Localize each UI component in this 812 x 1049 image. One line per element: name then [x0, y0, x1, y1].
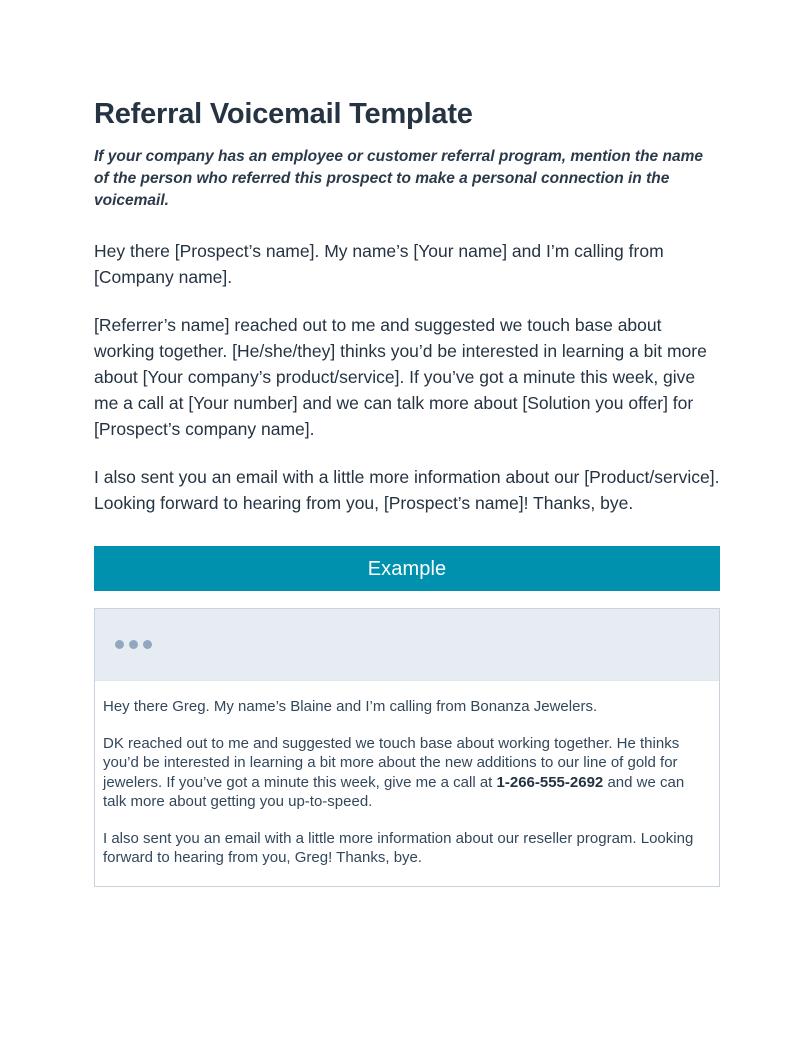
- example-card: [94, 608, 720, 887]
- example-card-body: [95, 681, 719, 886]
- window-dot-icon: [143, 640, 152, 649]
- window-dot-icon: [115, 640, 124, 649]
- template-instructions: If your company has an employee or customer referral program, mention the name of the person who referred this prospect to make a personal connection in the voicemail.: [94, 148, 703, 209]
- example-banner: [94, 546, 720, 591]
- script-paragraph-3: I also sent you an email with a little more information about our [Product/service]. Looking forward to hearing from you, [Prospect’s name]! Thanks, bye.: [94, 467, 720, 513]
- example-paragraph-3: I also sent you an email with a little more information about our reseller program. Looking forward to hearing from you, Greg! Thanks, bye.: [103, 829, 694, 866]
- window-dot-icon: [129, 640, 138, 649]
- window-dots-icon: [115, 640, 152, 649]
- example-paragraph-2-text-before: DK reached out to me and suggested we touch base about working together. He thinks you’d be interested in learning a bit more about the new additions to our line of gold for jewelers. If you’ve got a minute this week, give me a call at: [103, 734, 680, 791]
- document-content: [94, 96, 720, 887]
- example-paragraph-2-text-after: and we can talk more about getting you up-to-speed.: [103, 773, 685, 810]
- script-paragraph-1: Hey there [Prospect’s name]. My name’s [Your name] and I’m calling from [Company name].: [94, 241, 664, 287]
- script-paragraph-2: [Referrer’s name] reached out to me and suggested we touch base about working together. [He/she/they] thinks you’d be interested in learning a bit more about [Your company’s product/service]. If you’ve got a minute this week, give me a call at [Your number] and we can talk more about [Solution you offer] for [Prospect’s company name].: [94, 315, 707, 439]
- page-title: Referral Voicemail Template: [94, 98, 473, 130]
- example-banner-label: Example: [367, 557, 447, 580]
- phone-number: 1-266-555-2692: [496, 773, 604, 791]
- example-paragraph-2: [103, 734, 711, 812]
- example-paragraph-1: Hey there Greg. My name’s Blaine and I’m calling from Bonanza Jewelers.: [103, 698, 598, 715]
- example-card-header: [95, 609, 719, 681]
